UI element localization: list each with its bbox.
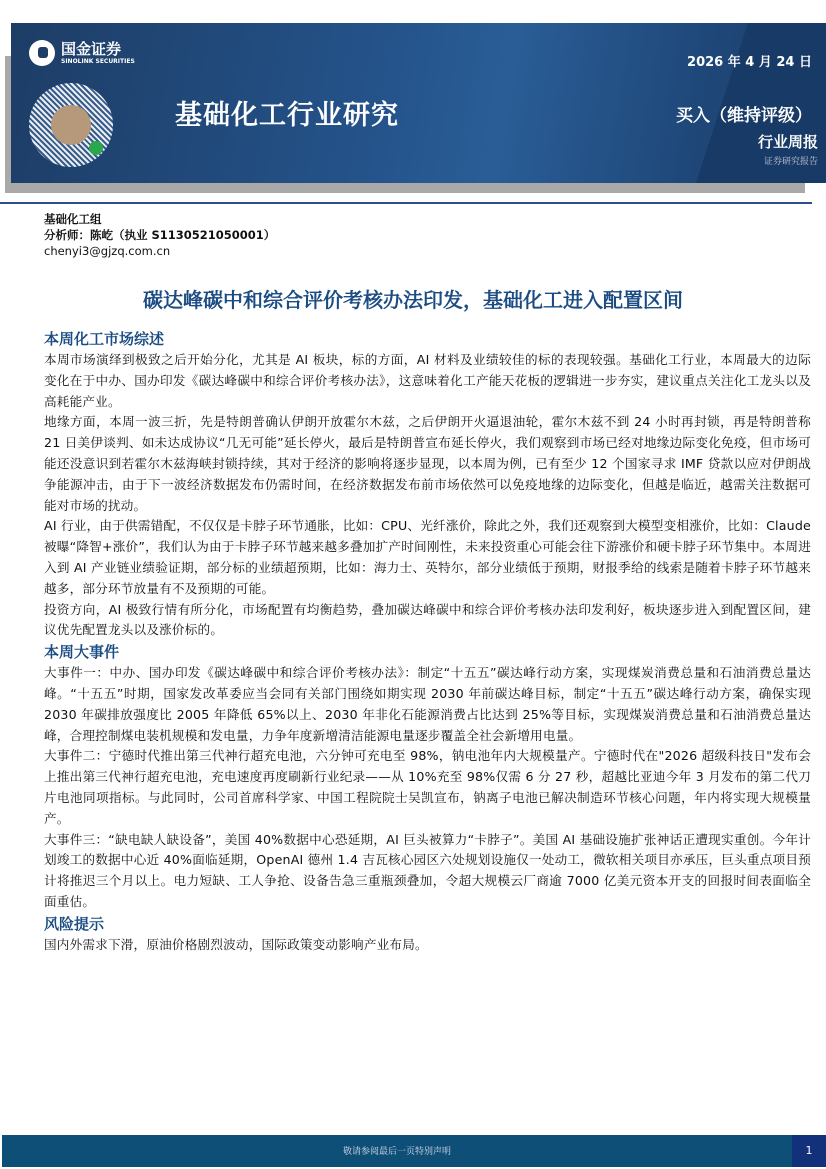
paragraph: 大事件三：“缺电缺人缺设备”，美国 40%数据中心恐延期，AI 巨头被算力“卡脖子”。美国 AI 基础设施扩张神话正遭现实重创。今年计划竣工的数据中心近 40%面临延期，OpenAI 德州 1.4 吉瓦核心园区六处规划设施仅一处动工，微软相关项目亦承压，巨头重点项目预计将推迟三个月以上。电力短缺、工人争抢、设备告急三重瓶颈叠加，令超大规模云厂商逾 7000 亿美元资本开支的回报时间表面临全面重估。 [44, 831, 811, 909]
report-date: 2026 年 4 月 24 日 [687, 55, 812, 70]
paragraph: 本周市场演绎到极致之后开始分化，尤其是 AI 板块，标的方面，AI 材料及业绩较佳的标的表现较强。基础化工行业，本周最大的边际变化在于中办、国办印发《碳达峰碳中和综合评价考核办法》，这意味着化工产能天花板的逻辑进一步夯实，建议重点关注化工龙头以及高耗能产业。 [44, 352, 811, 409]
paragraph: 国内外需求下滑，原油价格剧烈波动，国际政策变动影响产业布局。 [44, 936, 428, 952]
paragraph: AI 行业，由于供需错配，不仅仅是卡脖子环节通胀，比如：CPU、光纤涨价，除此之外，我们还观察到大模型变相涨价，比如：Claude 被曝“降智+涨价”，我们认为由于卡脖子环节越来越多叠加扩产时间刚性，未来投资重心可能会往下游涨价和硬卡脖子环节集中。本周进入到 AI 产业链业绩验证期，部分标的业绩超预期，比如：海力士、英特尔，部分业绩低于预期，财报季给的线索是随着卡脖子环节越来越多，部分环节放量有不及预期的可能。 [44, 518, 811, 596]
wechat-icon [89, 141, 103, 155]
page-number: 1 [792, 1135, 826, 1167]
report-title: 碳达峰碳中和综合评价考核办法印发，基础化工进入配置区间 [143, 288, 683, 312]
paragraph: 地缘方面，本周一波三折，先是特朗普确认伊朗开放霍尔木兹，之后伊朗开火逼退油轮，霍尔木兹不到 24 小时再封锁，再是特朗普称 21 日美伊谈判、如未达成协议“几无可能”延长停火，最后是特朗普宣布延长停火，我们观察到市场已经对地缘边际变化免疫，但市场可能还没意识到若霍尔木兹海峡封锁持续，其对于经济的影响将逐步显现，以本周为例，已有至少 12 个国家寻求 IMF 贷款以应对伊朗战争能源冲击，由于下一波经济数据发布仍需时间，在经济数据发布前市场依然可以免疫地缘的边际变化，但越是临近，越需关注数据可能对市场的扰动。 [44, 414, 811, 513]
report-body [44, 328, 811, 956]
qr-code-icon [29, 83, 113, 167]
logo-icon [29, 40, 55, 66]
analyst-info [44, 211, 275, 259]
header-banner [11, 23, 826, 183]
report-type: 行业周报 [757, 133, 818, 151]
paragraph: 大事件一：中办、国办印发《碳达峰碳中和综合评价考核办法》：制定“十五五”碳达峰行动方案，实现煤炭消费总量和石油消费总量达峰。“十五五”时期，国家发改革委应当会同有关部门围绕如期实现 2030 年前碳达峰目标，制定“十五五”碳达峰行动方案，确保实现 2030 年碳排放强度比 2005 年降低 65%以上、2030 年非化石能源消费占比达到 25%等目标，实现煤炭消费总量和石油消费总量达峰，合理控制煤电装机规模和发电量，力争年度新增清洁能源电量逐步覆盖全社会新增用电量。 [44, 665, 811, 743]
banner-title: 基础化工行业研究 [175, 100, 399, 131]
logo [29, 40, 135, 66]
section-heading: 本周大事件 [44, 643, 120, 662]
qr-center [51, 105, 91, 145]
paragraph: 投资方向，AI 极致行情有所分化，市场配置有均衡趋势，叠加碳达峰碳中和综合评价考核办法印发利好，板块逐步进入到配置区间，建议优先配置龙头以及涨价标的。 [44, 601, 811, 638]
report-subtype: 证券研究报告 [763, 157, 818, 167]
divider [0, 202, 812, 204]
paragraph: 大事件二：宁德时代推出第三代神行超充电池，六分钟可充电至 98%，钠电池年内大规模量产。宁德时代在"2026 超级科技日"发布会上推出第三代神行超充电池，充电速度再度刷新行业纪录——从 10%充至 98%仅需 6 分 27 秒，超越比亚迪今年 3 月发布的第二代刀片电池同项指标。与此同时，公司首席科学家、中国工程院院士吴凯宣布，钠离子电池已解决制造环节核心问题，年内将实现大规模量产。 [44, 748, 811, 826]
section-heading: 风险提示 [44, 914, 105, 933]
logo-en: SINOLINK SECURITIES [61, 58, 135, 65]
analyst: 分析师：陈屹（执业 S1130521050001） [44, 228, 276, 242]
logo-cn: 国金证券 [61, 40, 122, 58]
footer [2, 1135, 826, 1167]
rating: 买入（维持评级） [676, 106, 812, 126]
section-heading: 本周化工市场综述 [44, 330, 165, 348]
disclaimer-notice: 敬请参阅最后一页特别声明 [342, 1147, 451, 1157]
analyst-email[interactable]: chenyi3@gjzq.com.cn [44, 244, 171, 258]
group-name: 基础化工组 [44, 212, 102, 226]
